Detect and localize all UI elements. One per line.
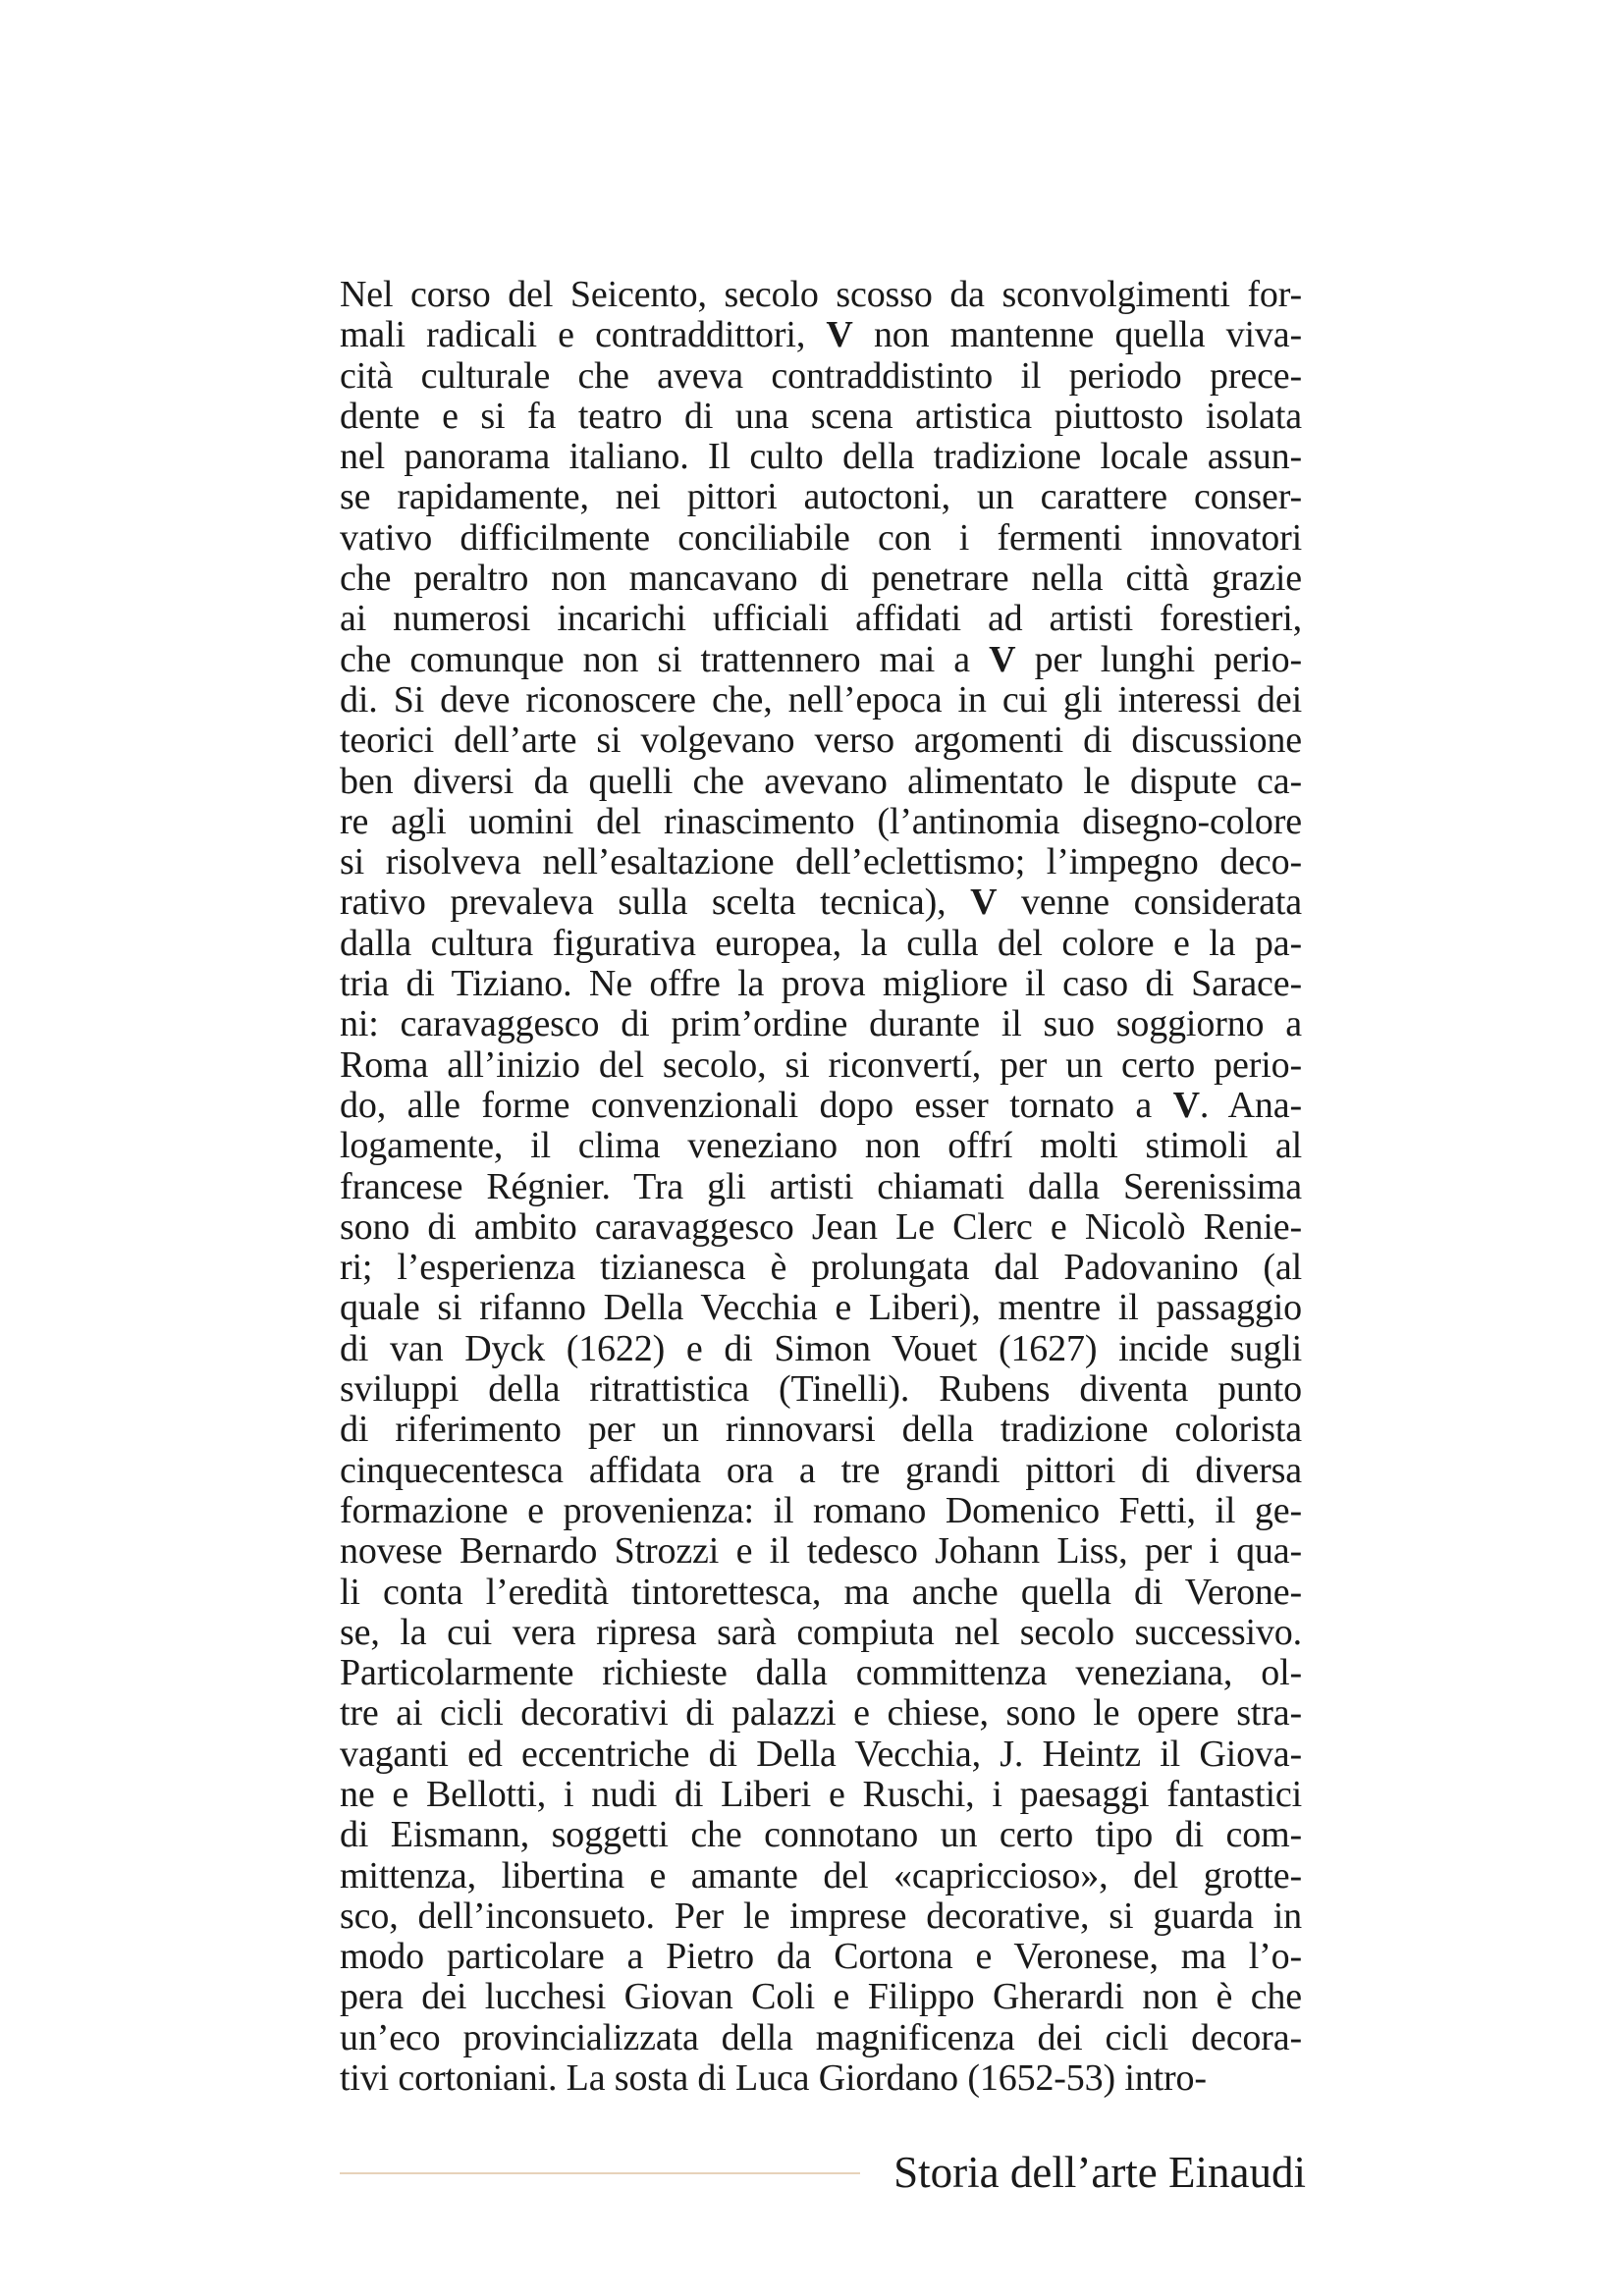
body-text [340,275,1302,2099]
text-line: tivi cortoniani. La sosta di Luca Giordano (1652-53) intro- [340,2057,1207,2100]
text-line: Roma all’inizio del secolo, si riconvertí, per un certo perio- [340,1043,1302,1086]
text-line: vativo difficilmente conciliabile con i fermenti innovatori [340,516,1302,559]
text-line: ai numerosi incarichi ufficiali affidati ad artisti forestieri, [340,598,1302,640]
text-line: di. Si deve riconoscere che, nell’epoca in cui gli interessi dei [340,678,1302,721]
footer-rule [340,2172,860,2174]
text-line: novese Bernardo Strozzi e il tedesco Johann Liss, per i qua- [340,1530,1302,1573]
text-line: ben diversi da quelli che avevano alimentato le dispute ca- [340,760,1302,802]
text-line: re agli uomini del rinascimento (l’antinomia disegno-colore [340,800,1302,842]
text-line: nel panorama italiano. Il culto della tradizione locale assun- [340,436,1302,478]
text-line: dalla cultura figurativa europea, la culla del colore e la pa- [340,922,1302,964]
text-line: Particolarmente richieste dalla committenza veneziana, ol- [340,1652,1302,1694]
text-line: logamente, il clima veneziano non offrí molti stimoli al [340,1125,1302,1167]
text-line: se, la cui vera ripresa sarà compiuta nel secolo successivo. [340,1611,1302,1653]
text-line: tre ai cicli decorativi di palazzi e chiese, sono le opere stra- [340,1692,1302,1735]
footer-title: Storia dell’arte Einaudi [893,2148,1306,2197]
text-line: cinquecentesca affidata ora a tre grandi pittori di diversa [340,1449,1302,1491]
text-line: sco, dell’inconsueto. Per le imprese decorative, si guarda in [340,1895,1302,1937]
text-line: se rapidamente, nei pittori autoctoni, un carattere conser- [340,476,1302,518]
text-line: sono di ambito caravaggesco Jean Le Clerc e Nicolò Renie- [340,1205,1302,1248]
text-line: ne e Bellotti, i nudi di Liberi e Ruschi, i paesaggi fantastici [340,1773,1302,1815]
text-line: un’eco provincializzata della magnificenza dei cicli decora- [340,2016,1302,2058]
text-line: di van Dyck (1622) e di Simon Vouet (1627) incide sugli [340,1327,1302,1369]
text-line: teorici dell’arte si volgevano verso argomenti di discussione [340,720,1302,762]
text-line: pera dei lucchesi Giovan Coli e Filippo Gherardi non è che [340,1976,1302,2018]
text-line: ri; l’esperienza tizianesca è prolungata dal Padovanino (al [340,1247,1302,1289]
text-line: sviluppi della ritrattistica (Tinelli). Rubens diventa punto [340,1368,1302,1411]
text-line: francese Régnier. Tra gli artisti chiamati dalla Serenissima [340,1165,1302,1207]
text-line: li conta l’eredità tintorettesca, ma anche quella di Verone- [340,1571,1302,1613]
text-line: quale si rifanno Della Vecchia e Liberi), mentre il passaggio [340,1287,1302,1329]
text-line: rativo prevaleva sulla scelta tecnica), V venne considerata [340,881,1302,924]
text-line: mittenza, libertina e amante del «capriccioso», del grotte- [340,1854,1302,1896]
text-line: di riferimento per un rinnovarsi della tradizione colorista [340,1409,1302,1451]
text-line: dente e si fa teatro di una scena artistica piuttosto isolata [340,395,1302,437]
text-line: modo particolare a Pietro da Cortona e Veronese, ma l’o- [340,1936,1302,1978]
text-line: formazione e provenienza: il romano Domenico Fetti, il ge- [340,1489,1302,1531]
text-line: si risolveva nell’esaltazione dell’eclettismo; l’impegno deco- [340,841,1302,883]
text-line: do, alle forme convenzionali dopo esser tornato a V. Ana- [340,1084,1302,1126]
text-line: ni: caravaggesco di prim’ordine durante il suo soggiorno a [340,1003,1302,1045]
text-line: di Eismann, soggetti che connotano un certo tipo di com- [340,1814,1302,1856]
text-line: tria di Tiziano. Ne offre la prova migliore il caso di Sarace- [340,963,1302,1005]
text-line: cità culturale che aveva contraddistinto il periodo prece- [340,354,1302,397]
text-line: vaganti ed eccentriche di Della Vecchia, J. Heintz il Giova- [340,1733,1302,1775]
text-line: Nel corso del Seicento, secolo scosso da sconvolgimenti for- [340,274,1302,315]
text-line: che peraltro non mancavano di penetrare nella città grazie [340,558,1302,600]
text-line: che comunque non si trattennero mai a V per lunghi perio- [340,638,1302,680]
bold-term: V [970,881,998,924]
bold-term: V [826,314,853,356]
bold-term: V [1172,1084,1200,1126]
text-line: mali radicali e contraddittori, V non mantenne quella viva- [340,314,1302,356]
bold-term: V [989,638,1016,680]
